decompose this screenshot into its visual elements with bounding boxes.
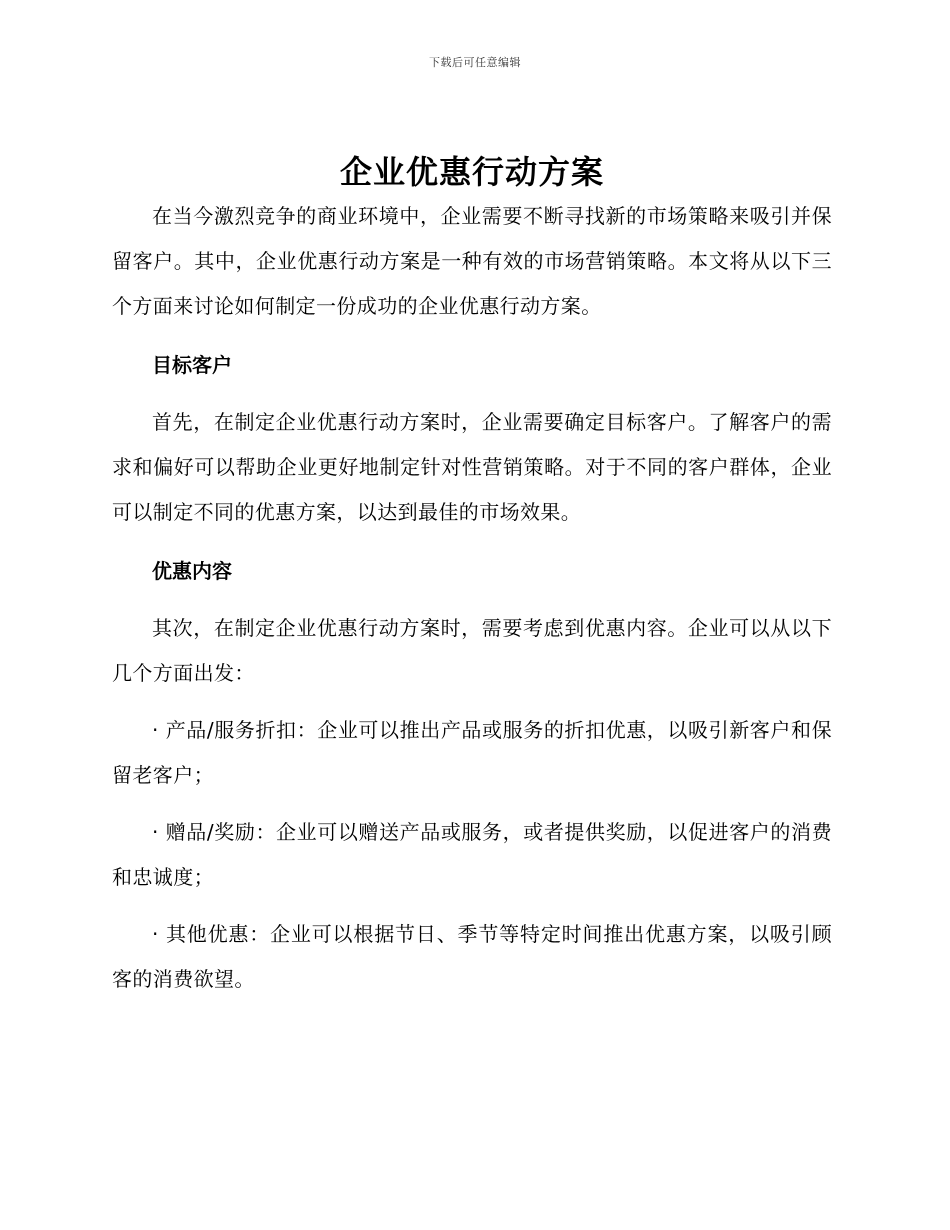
intro-paragraph: 在当今激烈竞争的商业环境中，企业需要不断寻找新的市场策略来吸引并保留客户。其中，企业优惠行动方案是一种有效的市场营销策略。本文将从以下三个方面来讨论如何制定一份成功的企业优惠行动方案。 <box>112 204 832 318</box>
section-paragraph: 其次，在制定企业优惠行动方案时，需要考虑到优惠内容。企业可以从以下几个方面出发： <box>112 616 832 685</box>
section-heading-target-customers: 目标客户 <box>152 353 232 377</box>
spacer <box>112 388 832 400</box>
bullet-item-discount: · 产品/服务折扣：企业可以推出产品或服务的折扣优惠，以吸引新客户和保留老客户； <box>112 718 832 787</box>
spacer <box>112 329 832 343</box>
spacer <box>112 535 832 549</box>
document-title: 企业优惠行动方案 <box>339 153 604 191</box>
header-note: 下载后可任意编辑 <box>429 56 521 69</box>
section-paragraph: 首先，在制定企业优惠行动方案时，企业需要确定目标客户。了解客户的需求和偏好可以帮助企业更好地制定针对性营销策略。对于不同的客户群体，企业可以制定不同的优惠方案，以达到最佳的市场效果。 <box>112 410 832 524</box>
spacer <box>112 696 832 708</box>
spacer <box>112 798 832 810</box>
bullet-item-other-offers: · 其他优惠：企业可以根据节日、季节等特定时间推出优惠方案，以吸引顾客的消费欲望。 <box>112 922 832 991</box>
spacer <box>112 594 832 606</box>
bullet-item-gifts: · 赠品/奖励：企业可以赠送产品或服务，或者提供奖励，以促进客户的消费和忠诚度； <box>112 820 832 889</box>
section-heading-offer-content: 优惠内容 <box>152 559 232 583</box>
document-body <box>112 150 832 1002</box>
spacer <box>112 900 832 912</box>
